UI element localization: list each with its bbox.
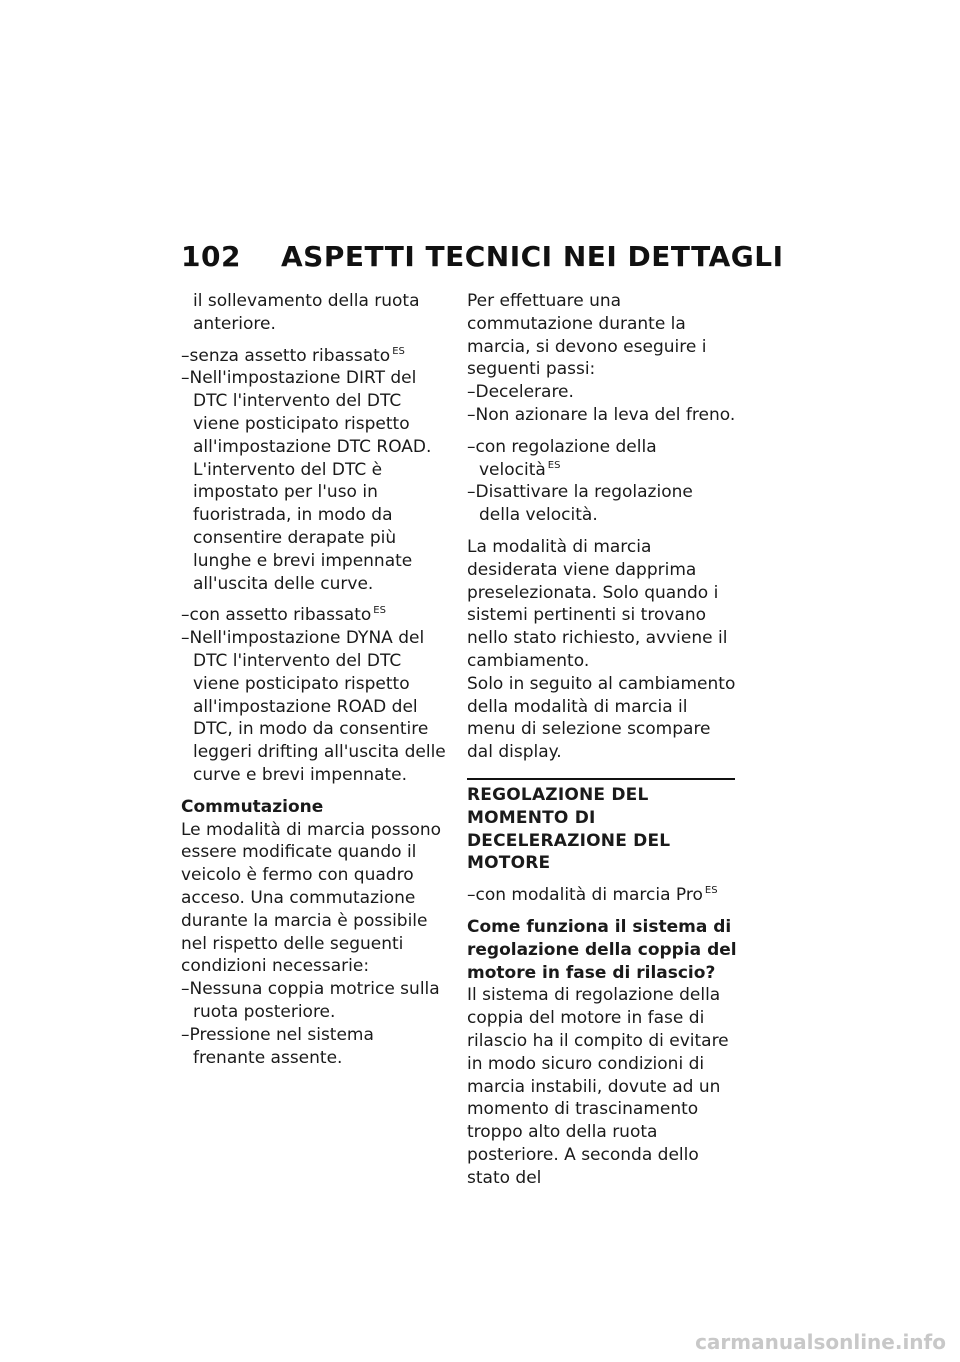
left-column bbox=[181, 290, 451, 1069]
list-item: –Pressione nel sistema frenante assente. bbox=[181, 1024, 374, 1068]
paragraph: Per effettuare una commutazione durante la marcia, si devono eseguire i seguenti passi: bbox=[467, 291, 707, 380]
paragraph: Le modalità di marcia possono essere modificate quando il veicolo è fermo con quadro acceso. Una commutazione durante la marcia è possibile nel rispetto delle seguenti condizioni necessarie: bbox=[181, 819, 442, 977]
list-item: –senza assetto ribassato $^{ES}$ bbox=[181, 345, 405, 366]
list-item: –Nessuna coppia motrice sulla ruota posteriore. bbox=[181, 979, 440, 1022]
paragraph: Il sistema di regolazione della coppia del motore in fase di rilascio ha il compito di evitare in modo sicuro condizioni di marcia instabili, dovute ad un momento di trascinamento troppo alto della ruota posteriore. A seconda dello stato del bbox=[467, 985, 729, 1188]
list-item: –Nell'impostazione DYNA del DTC l'intervento del DTC viene posticipato rispetto all'impostazione ROAD del DTC, in modo da consentire leggeri drifting all'uscita delle curve e brevi impennate. bbox=[181, 628, 446, 785]
es-superscript: ES bbox=[373, 605, 386, 617]
es-superscript: ES bbox=[704, 885, 718, 897]
es-superscript: ES bbox=[392, 345, 405, 357]
list-item: –con assetto ribassato $^{ES}$ bbox=[181, 605, 386, 626]
list-item: –Decelerare. bbox=[467, 382, 574, 403]
paragraph: La modalità di marcia desiderata viene dapprima preselezionata. Solo quando i sistemi pertinenti si trovano nello stato richiesto, avviene il cambiamento. bbox=[467, 536, 728, 671]
page-number: 102 bbox=[181, 240, 241, 273]
page-title: ASPETTI TECNICI NEI DETTAGLI bbox=[281, 240, 784, 273]
list-item: –Non azionare la leva del freno. bbox=[467, 404, 736, 425]
list-item: –Disattivare la regolazione della velocità. bbox=[467, 482, 693, 526]
section-rule bbox=[467, 778, 735, 780]
continuation-text: il sollevamento della ruota anteriore. bbox=[193, 291, 420, 334]
watermark: carmanualsonline.info bbox=[695, 1330, 946, 1354]
list-item: –con modalità di marcia Pro $^{ES}$ bbox=[467, 885, 718, 906]
list-item: –con regolazione della velocità $^{ES}$ bbox=[467, 436, 657, 480]
paragraph: Solo in seguito al cambiamento della modalità di marcia il menu di selezione scompare dal display. bbox=[467, 673, 736, 763]
subheading: Commutazione bbox=[181, 796, 324, 817]
section-title: REGOLAZIONE DEL MOMENTO DI DECELERAZIONE DEL MOTORE bbox=[467, 784, 671, 874]
list-item: –Nell'impostazione DIRT del DTC l'intervento del DTC viene posticipato rispetto all'impostazione DTC ROAD. L'intervento del DTC è impostato per l'uso in fuoristrada, in modo da consentire derapate più lunghe e brevi impennate all'uscita delle curve. bbox=[181, 368, 432, 594]
question-heading: Come funziona il sistema di regolazione della coppia del motore in fase di rilascio? bbox=[467, 916, 737, 983]
right-column bbox=[467, 290, 737, 1198]
es-superscript: ES bbox=[547, 459, 561, 471]
page-header bbox=[181, 240, 784, 273]
